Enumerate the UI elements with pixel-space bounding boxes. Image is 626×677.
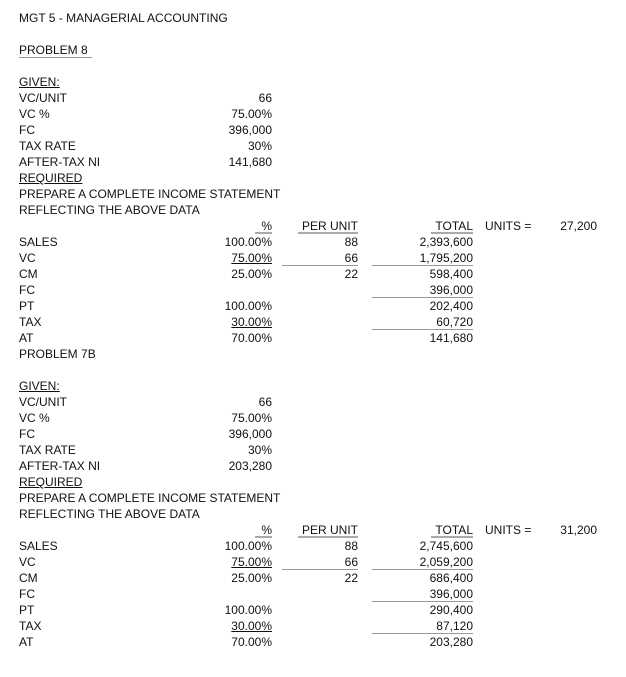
- instruction-line: REFLECTING THE ABOVE DATA: [19, 507, 200, 521]
- given-label-1: VC %: [19, 107, 50, 121]
- given-value-4: 203,280: [228, 459, 272, 473]
- row-per-unit: 66: [282, 554, 358, 570]
- given-value-3: 30%: [247, 443, 272, 457]
- units-label: UNITS =: [485, 219, 532, 233]
- row-per-unit: [282, 586, 358, 602]
- row-per-unit: 88: [344, 235, 358, 249]
- row-label: PT: [19, 299, 35, 313]
- row-total: 2,059,200: [372, 554, 473, 570]
- header-percent: %: [255, 218, 272, 234]
- given-value-4: 141,680: [228, 155, 272, 169]
- units-value: 31,200: [560, 523, 597, 537]
- row-total: 396,000: [372, 282, 473, 298]
- row-total: 2,393,600: [419, 235, 473, 249]
- given-label-4: AFTER-TAX NI: [19, 155, 101, 169]
- row-label: SALES: [19, 539, 58, 553]
- given-label: GIVEN:: [19, 379, 60, 393]
- row-total: 1,795,200: [372, 250, 473, 266]
- given-value-1: 75.00%: [231, 411, 272, 425]
- row-per-unit: [282, 602, 358, 618]
- row-percent: [200, 282, 272, 298]
- row-percent: 70.00%: [231, 331, 272, 345]
- row-total: 396,000: [372, 586, 473, 602]
- given-label-2: FC: [19, 123, 35, 137]
- row-total: 141,680: [429, 331, 473, 345]
- problem-title: PROBLEM 8: [19, 42, 92, 58]
- header-per-unit: PER UNIT: [298, 522, 358, 538]
- given-value-0: 66: [258, 395, 272, 409]
- row-total: 2,745,600: [419, 539, 473, 553]
- given-label-3: TAX RATE: [19, 139, 76, 153]
- row-label: TAX: [19, 315, 42, 329]
- row-per-unit: 22: [344, 571, 358, 585]
- row-label: TAX: [19, 619, 42, 633]
- row-label: AT: [19, 331, 34, 345]
- row-percent: 100.00%: [224, 299, 272, 313]
- given-label-2: FC: [19, 427, 35, 441]
- row-total: 598,400: [429, 267, 473, 281]
- header-total: TOTAL: [431, 218, 473, 234]
- row-percent: [200, 586, 272, 602]
- row-label: CM: [19, 571, 38, 585]
- row-total: 203,280: [429, 635, 473, 649]
- given-label-1: VC %: [19, 411, 50, 425]
- row-percent: 70.00%: [231, 635, 272, 649]
- row-label: PT: [19, 603, 35, 617]
- required-label: REQUIRED: [19, 171, 83, 185]
- header-total: TOTAL: [431, 522, 473, 538]
- problem-title: PROBLEM 7B: [19, 347, 96, 361]
- given-value-1: 75.00%: [231, 107, 272, 121]
- given-value-0: 66: [258, 91, 272, 105]
- given-value-3: 30%: [247, 139, 272, 153]
- row-percent: 25.00%: [231, 571, 272, 585]
- row-label: SALES: [19, 235, 58, 249]
- given-label-0: VC/UNIT: [19, 395, 67, 409]
- given-label-4: AFTER-TAX NI: [19, 459, 101, 473]
- header-per-unit: PER UNIT: [298, 218, 358, 234]
- row-label: FC: [19, 587, 35, 601]
- units-value: 27,200: [560, 219, 597, 233]
- row-label: CM: [19, 267, 38, 281]
- instruction-line: PREPARE A COMPLETE INCOME STATEMENT: [19, 491, 281, 505]
- row-total: 87,120: [372, 618, 473, 634]
- row-percent: 100.00%: [224, 235, 272, 249]
- header-percent: %: [255, 522, 272, 538]
- instruction-line: REFLECTING THE ABOVE DATA: [19, 203, 200, 217]
- row-per-unit: [282, 298, 358, 314]
- row-percent: 25.00%: [231, 267, 272, 281]
- given-value-2: 396,000: [228, 427, 272, 441]
- row-per-unit: [282, 634, 358, 650]
- row-label: VC: [19, 251, 36, 265]
- row-per-unit: [282, 282, 358, 298]
- row-per-unit: [282, 314, 358, 330]
- row-percent: 30.00%: [231, 619, 272, 633]
- row-per-unit: 22: [344, 267, 358, 281]
- row-per-unit: 66: [282, 250, 358, 266]
- row-percent: 30.00%: [231, 315, 272, 329]
- row-total: 686,400: [429, 571, 473, 585]
- row-label: VC: [19, 555, 36, 569]
- row-per-unit: [282, 330, 358, 346]
- given-label-0: VC/UNIT: [19, 91, 67, 105]
- required-label: REQUIRED: [19, 475, 83, 489]
- row-total: 290,400: [429, 603, 473, 617]
- row-label: AT: [19, 635, 34, 649]
- row-percent: 75.00%: [231, 555, 272, 569]
- row-label: FC: [19, 283, 35, 297]
- row-total: 60,720: [372, 314, 473, 330]
- given-label-3: TAX RATE: [19, 443, 76, 457]
- row-per-unit: [282, 618, 358, 634]
- units-label: UNITS =: [485, 523, 532, 537]
- given-label: GIVEN:: [19, 75, 60, 89]
- row-percent: 100.00%: [224, 603, 272, 617]
- row-percent: 75.00%: [231, 251, 272, 265]
- document-title: MGT 5 - MANAGERIAL ACCOUNTING: [19, 11, 228, 25]
- given-value-2: 396,000: [228, 123, 272, 137]
- row-total: 202,400: [429, 299, 473, 313]
- row-per-unit: 88: [344, 539, 358, 553]
- instruction-line: PREPARE A COMPLETE INCOME STATEMENT: [19, 187, 281, 201]
- row-percent: 100.00%: [224, 539, 272, 553]
